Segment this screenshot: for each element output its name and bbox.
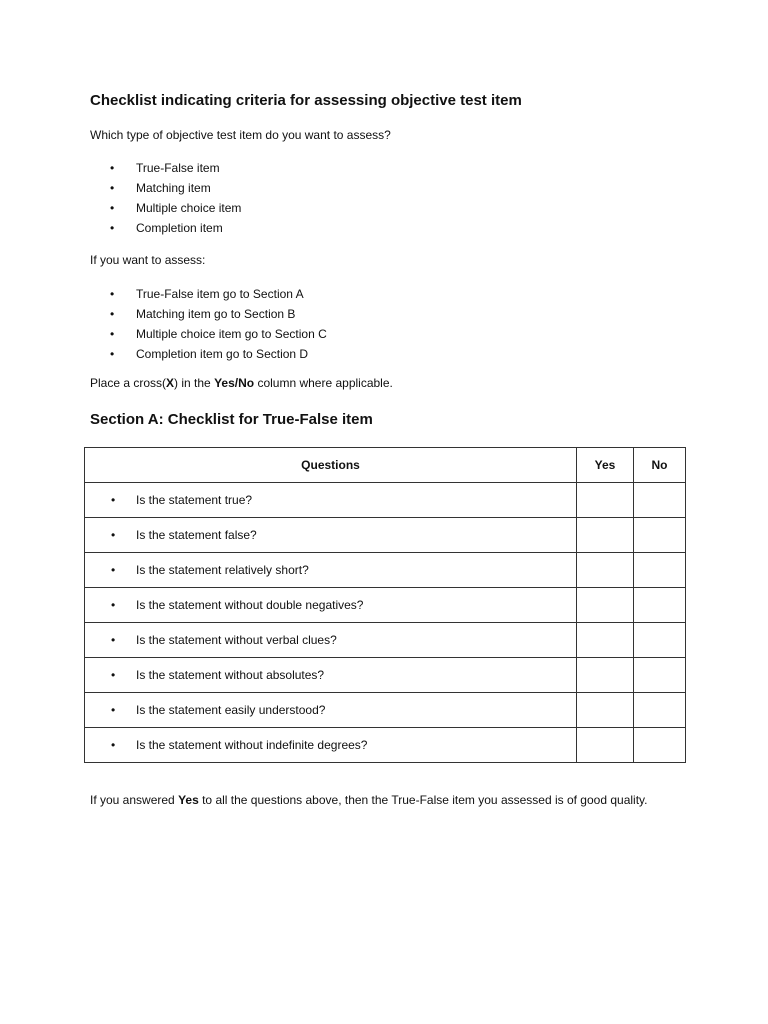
no-cell[interactable] <box>634 553 686 588</box>
yes-cell[interactable] <box>577 588 634 623</box>
instruction-part: X <box>166 376 175 390</box>
bullet-icon: • <box>111 668 116 682</box>
bullet-icon: • <box>111 633 116 647</box>
yes-cell[interactable] <box>577 693 634 728</box>
yes-cell[interactable] <box>577 658 634 693</box>
no-cell[interactable] <box>634 658 686 693</box>
bullet-icon: • <box>111 738 116 752</box>
list-item: • True-False item <box>110 158 241 178</box>
question-cell <box>85 553 577 588</box>
questions-header: Questions <box>85 448 577 483</box>
table-row <box>85 553 686 588</box>
yes-cell[interactable] <box>577 518 634 553</box>
table-header-row <box>85 448 686 483</box>
question-text: Is the statement easily understood? <box>136 703 326 717</box>
assess-route-list <box>110 284 327 364</box>
bullet-icon: • <box>111 528 116 542</box>
bullet-icon: • <box>111 703 116 717</box>
list-item: • True-False item go to Section A <box>110 284 327 304</box>
table-row <box>85 518 686 553</box>
question-text: Is the statement false? <box>136 528 257 542</box>
yes-cell[interactable] <box>577 553 634 588</box>
assess-label: If you want to assess: <box>90 253 206 267</box>
conclusion-part: to all the questions above, then the True-False item you assessed is of good quality. <box>198 793 648 807</box>
question-cell <box>85 518 577 553</box>
question-text: Is the statement true? <box>136 493 253 507</box>
no-cell[interactable] <box>634 518 686 553</box>
instruction-text <box>90 376 393 390</box>
section-a-title: Section A: Checklist for True-False item <box>90 411 373 428</box>
instruction-part: column where applicable. <box>254 376 393 390</box>
conclusion-text <box>90 793 647 807</box>
intro-question: Which type of objective test item do you want to assess? <box>90 128 391 142</box>
question-cell <box>85 588 577 623</box>
no-cell[interactable] <box>634 483 686 518</box>
yes-cell[interactable] <box>577 728 634 763</box>
list-item: • Multiple choice item <box>110 198 241 218</box>
bullet-icon: • <box>111 598 116 612</box>
table-row <box>85 588 686 623</box>
yes-header: Yes <box>577 448 634 483</box>
instruction-part: Place a cross( <box>90 376 167 390</box>
question-cell <box>85 693 577 728</box>
question-cell <box>85 728 577 763</box>
item-type-list <box>110 158 241 238</box>
list-item: • Matching item go to Section B <box>110 304 327 324</box>
no-cell[interactable] <box>634 728 686 763</box>
yes-cell[interactable] <box>577 623 634 658</box>
question-cell <box>85 658 577 693</box>
table-row <box>85 483 686 518</box>
table-row <box>85 623 686 658</box>
table-row <box>85 728 686 763</box>
yes-cell[interactable] <box>577 483 634 518</box>
question-text: Is the statement without absolutes? <box>136 668 325 682</box>
no-cell[interactable] <box>634 588 686 623</box>
conclusion-part: Yes <box>178 793 199 807</box>
table-row <box>85 658 686 693</box>
no-cell[interactable] <box>634 623 686 658</box>
question-text: Is the statement without verbal clues? <box>136 633 337 647</box>
question-text: Is the statement without double negatives? <box>136 598 364 612</box>
page-title: Checklist indicating criteria for assessing objective test item <box>90 92 522 109</box>
question-text: Is the statement without indefinite degrees? <box>136 738 368 752</box>
question-cell <box>85 623 577 658</box>
instruction-part: Yes/No <box>214 376 255 390</box>
question-cell <box>85 483 577 518</box>
conclusion-part: If you answered <box>90 793 179 807</box>
list-item: • Completion item <box>110 218 241 238</box>
question-text: Is the statement relatively short? <box>136 563 309 577</box>
list-item: • Multiple choice item go to Section C <box>110 324 327 344</box>
list-item: • Completion item go to Section D <box>110 344 327 364</box>
no-header: No <box>634 448 686 483</box>
no-cell[interactable] <box>634 693 686 728</box>
table-row <box>85 693 686 728</box>
list-item: • Matching item <box>110 178 241 198</box>
bullet-icon: • <box>111 563 116 577</box>
bullet-icon: • <box>111 493 116 507</box>
checklist-table <box>84 447 686 763</box>
instruction-part: ) in the <box>174 376 215 390</box>
